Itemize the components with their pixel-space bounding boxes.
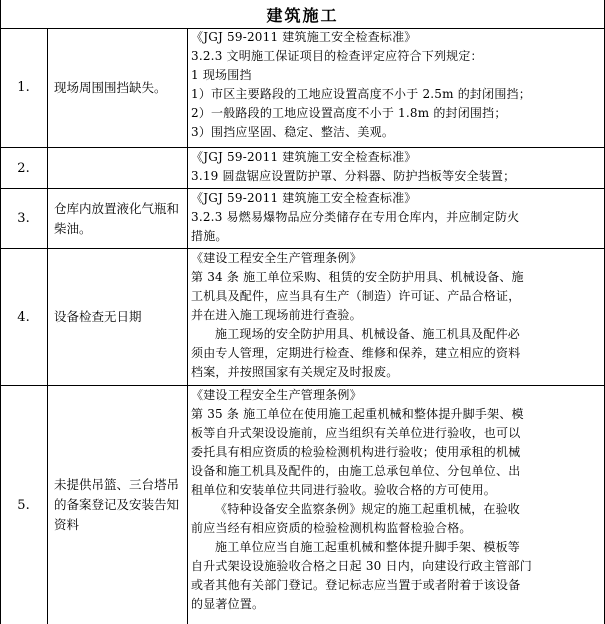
regulation-line: 档案，并按照国家有关规定及时报废。 bbox=[191, 365, 399, 379]
issue-description: 现场周围围挡缺失。 bbox=[48, 28, 188, 147]
regulation-line: 工机具及配件，应当具有生产（制造）许可证、产品合格证， bbox=[191, 289, 521, 303]
regulation-line: 设备和施工机具及配件的，由施工总承包单位、分包单位、出 bbox=[191, 464, 521, 478]
row-number: 3. bbox=[0, 189, 48, 248]
table-row bbox=[0, 189, 605, 249]
regulation-line: 3.2.3 文明施工保证项目的检查评定应符合下列规定： bbox=[191, 49, 483, 63]
regulation-line: 3）围挡应坚固、稳定、整洁、美观。 bbox=[191, 125, 395, 139]
regulation-line: 第 34 条 施工单位采购、租赁的安全防护用具、机械设备、施 bbox=[191, 270, 524, 284]
regulation-line: 或者其他有关部门登记。登记标志应当置于或者附着于该设备 bbox=[191, 578, 521, 592]
table-row bbox=[0, 249, 605, 386]
regulation-line: 第 35 条 施工单位在使用施工起重机械和整体提升脚手架、模 bbox=[191, 407, 524, 421]
issue-description bbox=[48, 148, 188, 188]
regulation-text bbox=[188, 386, 605, 624]
regulation-line: 《JGJ 59-2011 建筑施工安全检查标准》 bbox=[191, 191, 417, 205]
regulation-line: 自升式架设设施验收合格之日起 30 日内，向建设行政主管部门 bbox=[191, 559, 532, 573]
row-number: 5. bbox=[0, 386, 48, 624]
regulation-line: 3.2.3 易燃易爆物品应分类储存在专用仓库内，并应制定防火 bbox=[191, 210, 520, 224]
row-number: 4. bbox=[0, 249, 48, 385]
regulation-line: 前应当经有相应资质的检验检测机构监督检验合格。 bbox=[191, 521, 472, 535]
issue-description: 仓库内放置液化气瓶和柴油。 bbox=[48, 189, 188, 248]
regulation-line: 3.19 圆盘锯应设置防护罩、分料器、防护挡板等安全装置； bbox=[191, 169, 516, 183]
issue-description: 未提供吊篮、三台塔吊的备案登记及安装告知资料 bbox=[48, 386, 188, 624]
regulation-text bbox=[188, 189, 605, 248]
regulation-line: 《JGJ 59-2011 建筑施工安全检查标准》 bbox=[191, 150, 417, 164]
regulation-line: 的显著位置。 bbox=[191, 597, 265, 611]
regulation-line: 板等自升式架设设施前，应当组织有关单位进行验收，也可以 bbox=[191, 426, 521, 440]
row-number: 1. bbox=[0, 28, 48, 147]
row-number: 2. bbox=[0, 148, 48, 188]
regulation-line: 委托具有相应资质的检验检测机构进行验收；使用承租的机械 bbox=[191, 445, 521, 459]
regulation-text bbox=[188, 249, 605, 385]
regulation-line: 《特种设备安全监察条例》规定的施工起重机械，在验收 bbox=[215, 502, 521, 516]
table-row bbox=[0, 386, 605, 624]
regulation-line: 施工现场的安全防护用具、机械设备、施工机具及配件必 bbox=[215, 327, 521, 341]
regulation-line: 2）一般路段的工地应设置高度不小于 1.8m 的封闭围挡； bbox=[191, 106, 507, 120]
regulation-line: 《JGJ 59-2011 建筑施工安全检查标准》 bbox=[191, 30, 417, 44]
regulation-text bbox=[188, 148, 605, 188]
regulation-line: 须由专人管理，定期进行检查、维修和保养，建立相应的资料 bbox=[191, 346, 521, 360]
regulation-line: 租单位和安装单位共同进行验收。验收合格的方可使用。 bbox=[191, 483, 497, 497]
table-row bbox=[0, 148, 605, 189]
regulation-line: 措施。 bbox=[191, 229, 228, 243]
regulation-line: 施工单位应当自施工起重机械和整体提升脚手架、模板等 bbox=[215, 540, 521, 554]
regulation-line: 《建设工程安全生产管理条例》 bbox=[191, 388, 362, 402]
regulation-line: 1 现场围挡 bbox=[191, 68, 252, 82]
regulation-text bbox=[188, 28, 605, 147]
regulation-line: 并在进入施工现场前进行查验。 bbox=[191, 308, 362, 322]
issue-description: 设备检查无日期 bbox=[48, 249, 188, 385]
regulation-line: 《建设工程安全生产管理条例》 bbox=[191, 251, 362, 265]
regulation-line: 1）市区主要路段的工地应设置高度不小于 2.5m 的封闭围挡； bbox=[191, 87, 531, 101]
table-row bbox=[0, 28, 605, 148]
table-title: 建筑施工 bbox=[0, 0, 605, 29]
